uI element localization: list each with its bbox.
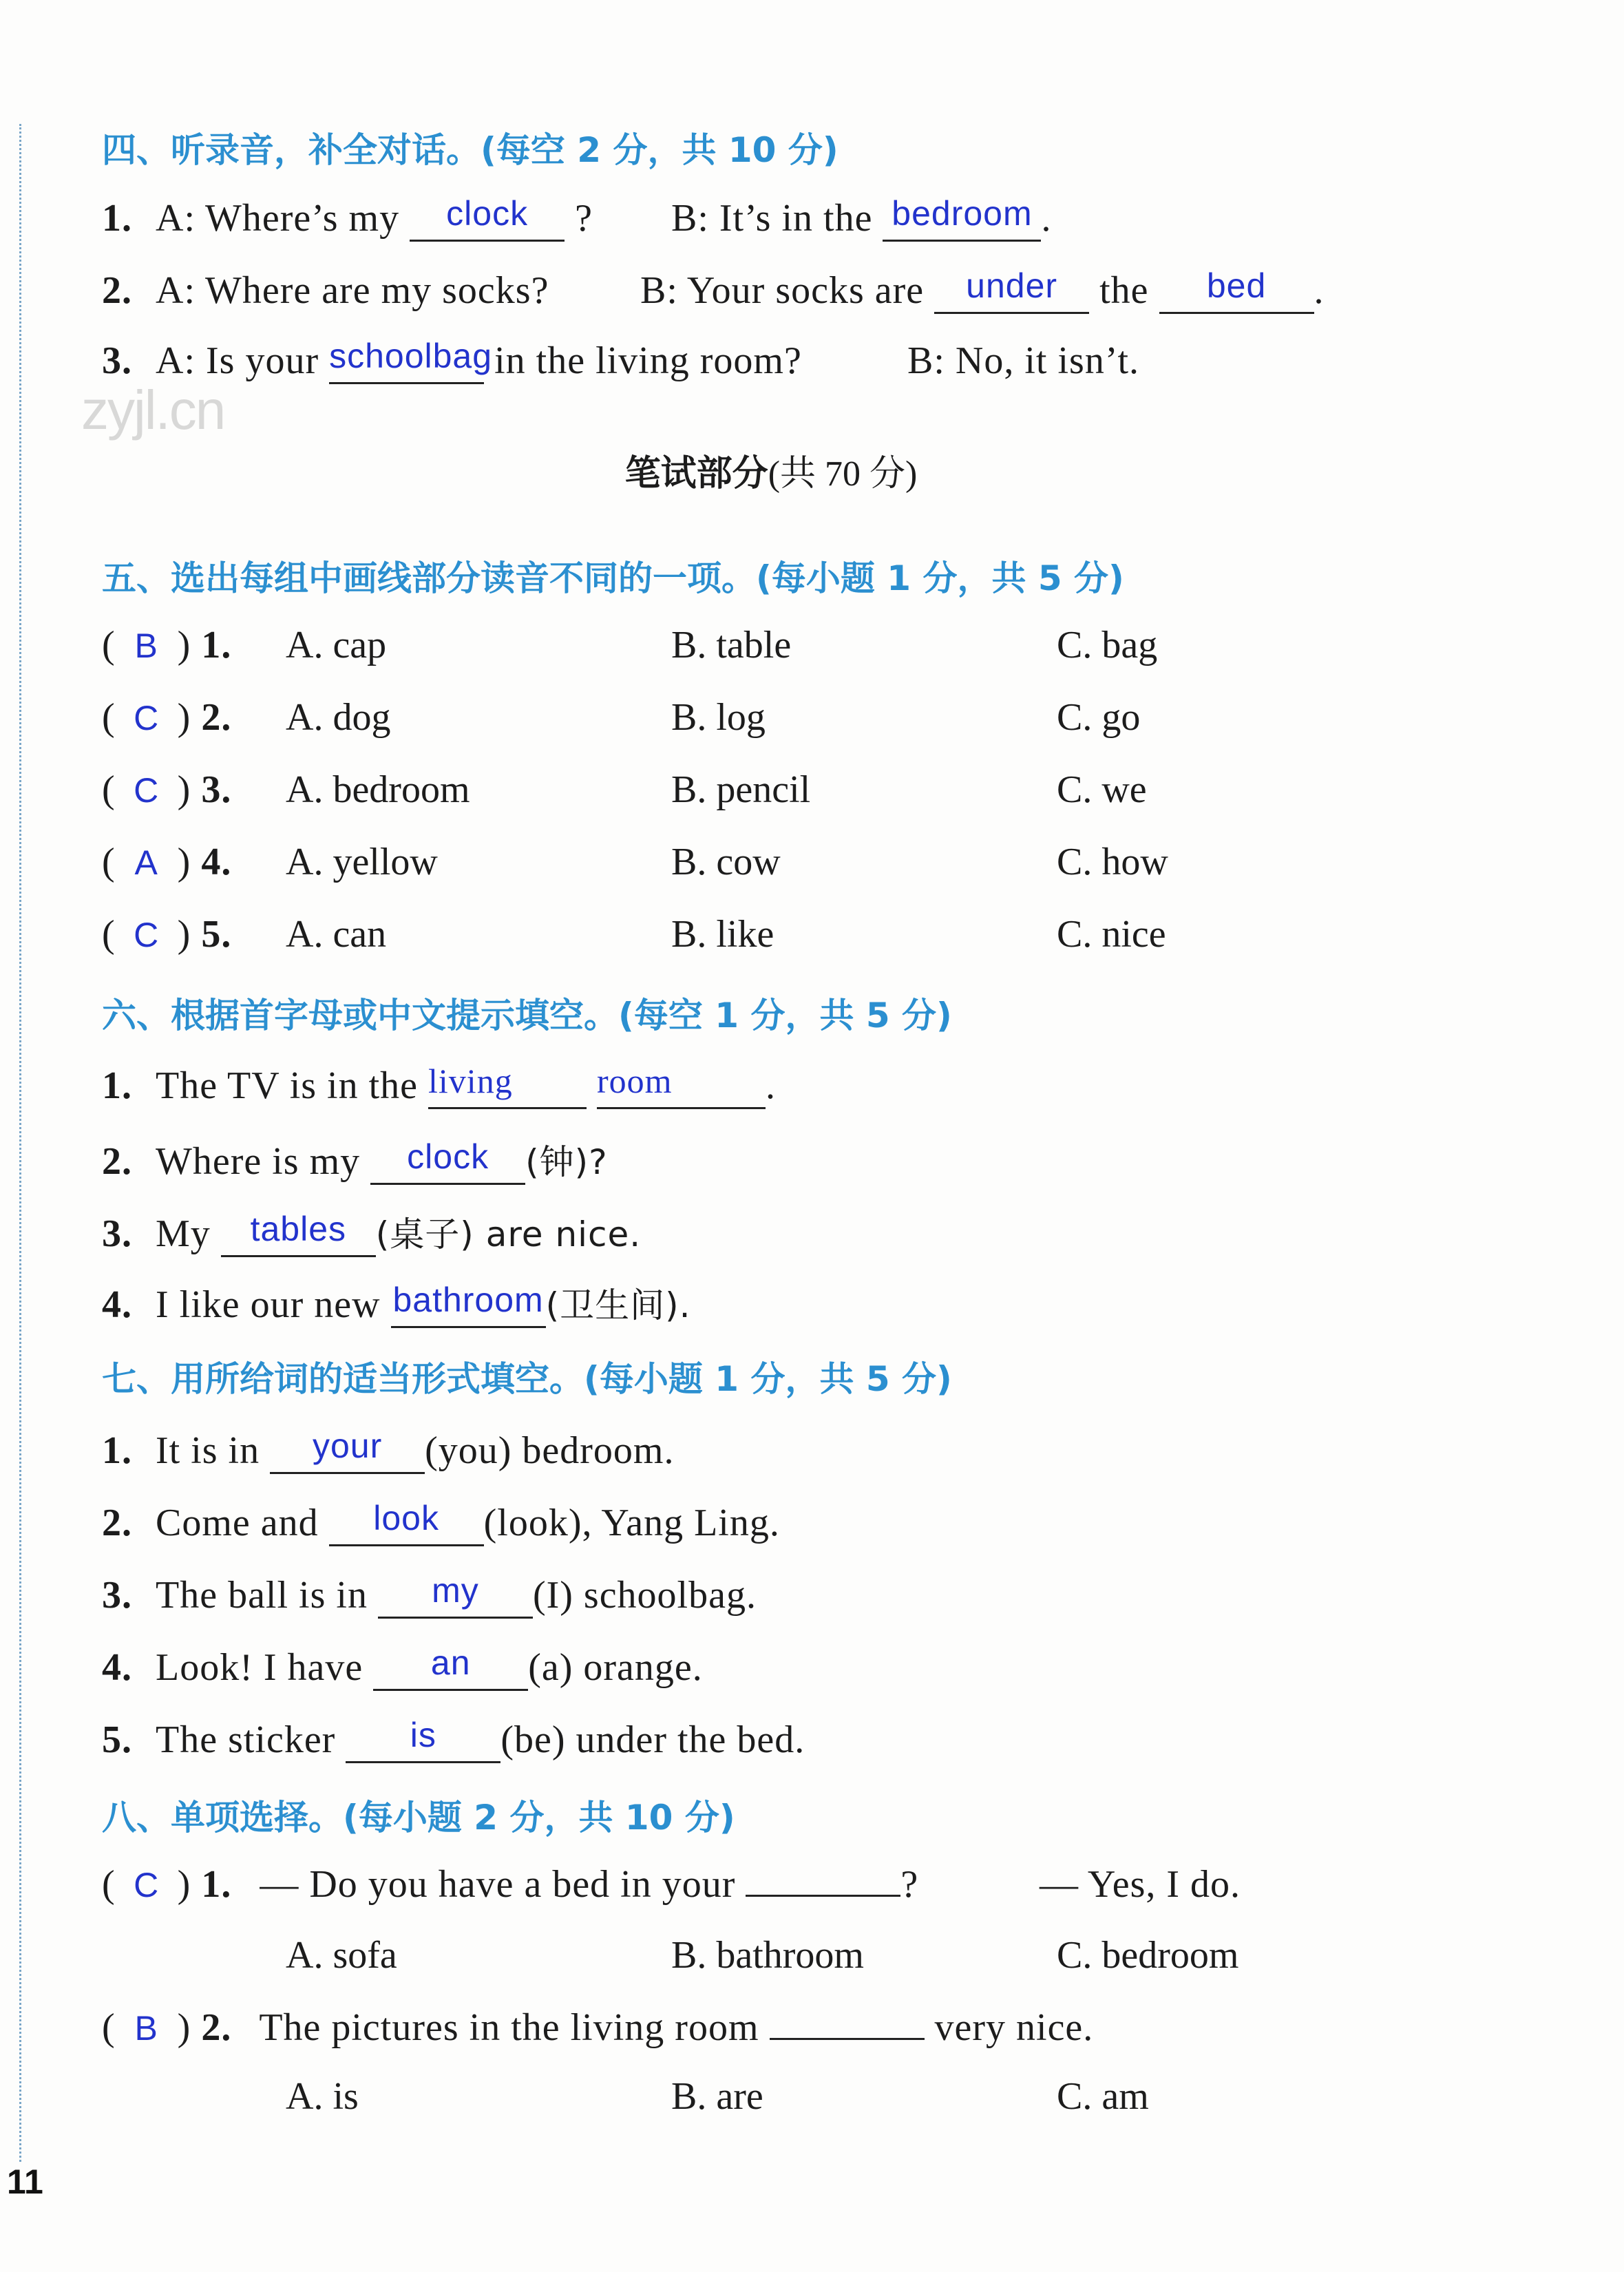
option-letter: A. [286,696,333,739]
s4-q3-a-text: A: Is your [156,339,319,382]
question-blank [770,2010,925,2040]
s7-pre: Come and [156,1502,319,1544]
s4-q2-b-mid: the [1099,269,1149,312]
answer-blank[interactable]: clock [410,198,565,242]
s8-q1-question: — Do you have a bed in your [260,1863,736,1906]
s8-q2-option-c[interactable]: C. am [1057,2075,1149,2118]
s8-q1-option-c[interactable]: C. bedroom [1057,1934,1239,1977]
option-letter: B. [671,624,717,666]
q-number: 2. [102,269,132,312]
s7-item [102,1429,674,1474]
s6-q4-hint: (卫生间). [545,1285,691,1325]
option-letter: C. [1057,696,1102,739]
s5-option-b[interactable] [671,912,774,956]
s4-q3 [102,339,802,384]
s4-q1-b [671,196,1051,242]
answer-blank[interactable]: under [934,271,1089,314]
s7-pre: Look! I have [156,1646,363,1689]
s5-option-b[interactable] [671,840,781,884]
s8-q2-option-b[interactable]: B. are [671,2075,763,2118]
s4-q2-b-text: B: Your socks are [640,269,925,312]
s4-q3-b [907,339,1139,383]
s6-q1 [102,1064,776,1109]
answer-blank[interactable]: is [346,1720,500,1763]
q-number: 1. [102,1064,132,1107]
s8-q1-option-b[interactable]: B. bathroom [671,1934,864,1977]
q-number: 3. [201,768,232,811]
q-number: 2. [201,2006,232,2049]
s8-q2-option-a[interactable]: A. is [286,2075,359,2118]
s7-pre: The sticker [156,1718,336,1761]
written-title: 笔试部分 [624,453,768,494]
section-6-heading: 六、根据首字母或中文提示填空。(每空 1 分，共 5 分) [102,996,952,1035]
q-number: 4. [201,841,232,883]
answer-blank[interactable]: room [597,1066,766,1109]
s7-item [102,1573,757,1619]
option-word: how [1101,841,1168,883]
s5-item [102,840,249,884]
answer-paren[interactable]: ( B ) [102,2006,191,2049]
section-5-heading: 五、选出每组中画线部分读音不同的一项。(每小题 1 分，共 5 分) [102,558,1124,598]
question-blank [746,1867,900,1897]
option-word: dog [333,696,391,739]
punct: ? [900,1863,919,1906]
q-number: 5. [201,913,232,956]
s7-item [102,1718,805,1763]
option-word: log [716,696,766,739]
s4-q2-a-text: A: Where are my socks? [156,269,549,312]
answer-blank[interactable]: your [270,1431,425,1474]
s4-q3-a-end: in the living room? [494,339,802,382]
s4-q1-b-text: B: It’s in the [671,197,873,240]
s5-option-c[interactable] [1057,623,1157,667]
s7-item [102,1501,780,1546]
s5-item [102,768,249,812]
s8-q2 [102,2006,1093,2050]
option-letter: B. [671,696,717,739]
option-letter: C. [1057,913,1102,956]
s5-option-c[interactable] [1057,768,1147,812]
s4-q2-b [640,266,1325,314]
answer-blank[interactable]: clock [370,1142,525,1185]
answer-blank[interactable]: an [373,1648,528,1691]
s4-q1-a-text: A: Where’s my [156,197,400,240]
s5-option-b[interactable] [671,768,810,812]
option-letter: B. [671,913,717,956]
s5-option-b[interactable] [671,695,766,739]
s6-q2 [102,1135,608,1185]
s5-option-a[interactable] [286,695,390,739]
option-word: yellow [333,841,438,883]
option-letter: A. [286,913,333,956]
option-letter: B. [671,768,717,811]
q-number: 3. [102,339,132,382]
s8-q2-question: The pictures in the living room [259,2006,759,2049]
answer-paren[interactable]: ( C ) [102,1863,191,1906]
s7-post: (look), Yang Ling. [483,1502,780,1544]
q-number: 1. [102,1429,132,1472]
s8-q2-post: very nice. [934,2006,1094,2049]
s7-pre: It is in [156,1429,260,1472]
q-number: 1. [102,197,132,240]
answer-blank[interactable]: tables [221,1214,376,1257]
option-word: can [333,913,387,956]
q-number: 2. [102,1140,132,1183]
q-number: 3. [102,1574,132,1617]
answer-blank[interactable]: look [329,1503,484,1546]
s7-item [102,1645,703,1691]
margin-dotted-line [19,124,21,2162]
option-letter: C. [1057,841,1102,883]
option-word: we [1101,768,1147,811]
answer-blank[interactable]: bathroom [391,1285,546,1328]
s4-q1 [102,196,593,242]
s5-option-c[interactable] [1057,695,1140,739]
q-number: 1. [201,624,232,666]
option-word: nice [1101,913,1166,956]
s5-item [102,912,249,956]
option-word: cow [716,841,781,883]
written-points: (共 70 分) [768,454,918,494]
answer-paren[interactable]: ( A ) [102,841,191,883]
option-letter: C. [1057,768,1102,811]
q-number: 5. [102,1718,132,1761]
s8-q1 [102,1862,918,1906]
s4-q2 [102,269,549,313]
s4-q3-b-text: B: No, it isn’t. [907,339,1140,382]
option-word: bedroom [333,768,470,811]
answer-paren[interactable]: ( B ) [102,624,191,666]
answer-blank[interactable]: bed [1159,271,1314,314]
watermark: zyjl.cn [81,379,225,441]
punct: . [1041,197,1052,240]
q-number: 1. [201,1863,232,1906]
answer-paren[interactable]: ( C ) [102,696,191,739]
s6-q3-hint: (桌子) are nice. [375,1214,642,1254]
option-word: like [716,913,774,956]
s7-post: (you) bedroom. [425,1429,675,1472]
q-number: 4. [102,1283,132,1326]
section-4-heading: 四、听录音，补全对话。(每空 2 分，共 10 分) [102,130,839,170]
page-number: 11 [7,2163,43,2201]
answer-paren[interactable]: ( C ) [102,913,191,956]
section-7-heading: 七、用所给词的适当形式填空。(每小题 1 分，共 5 分) [102,1359,952,1399]
s8-q1-reply: — Yes, I do. [1040,1863,1241,1906]
option-word: pencil [716,768,811,811]
s6-q4-text: I like our new [156,1283,381,1326]
s5-option-a[interactable] [286,912,386,956]
q-number: 2. [201,696,232,739]
s6-q2-hint: (钟)? [525,1142,608,1182]
s5-option-c[interactable] [1057,840,1168,884]
s7-post: (I) schoolbag. [532,1574,757,1617]
q-number: 4. [102,1646,132,1689]
option-word: bag [1101,624,1158,666]
answer-blank[interactable]: living [428,1066,587,1109]
punct: . [766,1064,777,1107]
s7-pre: The ball is in [156,1574,368,1617]
s5-item [102,623,249,667]
option-word: go [1101,696,1141,739]
answer-blank[interactable]: schoolbag [329,341,484,384]
punct: . [1314,269,1325,312]
q-number: 3. [102,1212,132,1255]
answer-blank[interactable]: bedroom [883,198,1041,242]
section-8-heading: 八、单项选择。(每小题 2 分，共 10 分) [102,1798,735,1838]
punct: ? [575,197,593,240]
s6-q4 [102,1278,691,1328]
option-letter: C. [1057,624,1102,666]
s7-post: (a) orange. [528,1646,703,1689]
s6-q3-text: My [156,1212,211,1255]
s5-option-a[interactable] [286,623,386,667]
written-part-title [0,444,1542,496]
option-word: table [716,624,792,666]
option-letter: A. [286,624,333,666]
s7-post: (be) under the bed. [500,1718,805,1761]
option-word: cap [333,624,387,666]
q-number: 2. [102,1502,132,1544]
s5-option-a[interactable] [286,768,470,812]
answer-paren[interactable]: ( C ) [102,768,191,811]
s6-q1-text: The TV is in the [156,1064,419,1107]
option-letter: B. [671,841,717,883]
s5-item [102,695,249,739]
s8-q1-option-a[interactable]: A. sofa [286,1934,397,1977]
s6-q2-text: Where is my [156,1140,361,1183]
s6-q3 [102,1207,641,1257]
option-letter: A. [286,768,333,811]
s5-option-c[interactable] [1057,912,1166,956]
answer-blank[interactable]: my [378,1575,533,1619]
option-letter: A. [286,841,333,883]
s5-option-a[interactable] [286,840,438,884]
s5-option-b[interactable] [671,623,791,667]
